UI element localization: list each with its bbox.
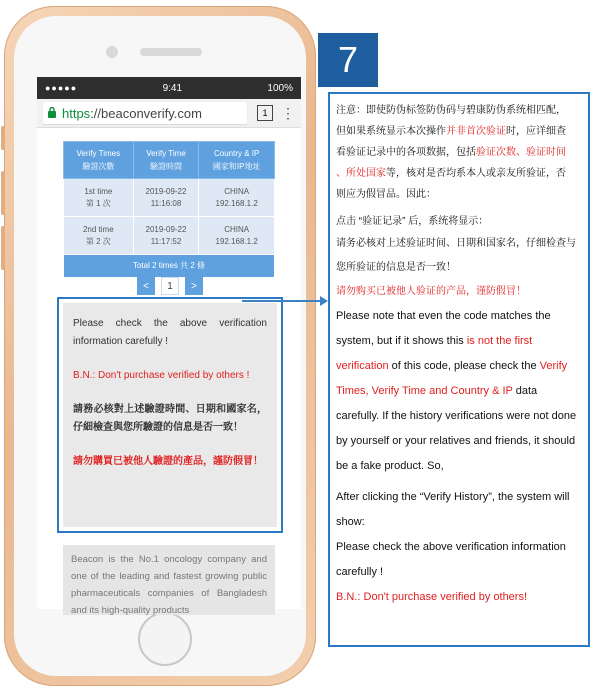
- column-header: Country & IP 國家和IP地址: [199, 142, 275, 179]
- company-description: Beacon is the No.1 oncology company and one of the leading and fastest growing public pharmaceuticals companies of Bangladesh and its high-quality products: [63, 545, 275, 615]
- front-camera: [106, 46, 118, 58]
- prev-page-button[interactable]: <: [137, 277, 155, 295]
- panel-warning-en: B.N.: Don't purchase verified by others!: [336, 591, 528, 603]
- volume-down-button: [1, 226, 5, 270]
- notice-warning-text-zh: 請勿購買已被他人驗證的產品，謹防假冒！: [73, 456, 263, 467]
- panel-text: 注意：即使防伪标签防伪码与碧康防伪系统相匹配，: [336, 105, 566, 116]
- next-page-button[interactable]: >: [185, 277, 203, 295]
- warning-notice-body: [63, 303, 277, 527]
- pagination: [137, 277, 203, 295]
- notice-check-text-zh: 請務必核對上述驗證時間、日期和國家名，仔細檢查與您所驗證的信息是否一致！: [73, 404, 267, 433]
- panel-text: 、所处国家等，核对是否均系本人或亲友所验证，否: [336, 168, 566, 179]
- panel-text-en: After clicking the “Verify History”, the system will show:: [336, 491, 570, 528]
- pointer-arrow-icon: [320, 296, 328, 306]
- column-header: Verify Time 驗證時間: [133, 142, 199, 179]
- speaker-grille: [140, 48, 202, 56]
- panel-text: 点击 “验证记录” 后，系统将显示：: [336, 216, 489, 227]
- status-time: 9:41: [162, 82, 183, 94]
- table-total-row: [64, 255, 275, 278]
- total-count: Total 2 times 共 2 條: [64, 255, 275, 278]
- url-scheme: https: [62, 105, 91, 121]
- pointer-arrow-line: [242, 300, 324, 302]
- warning-notice: [57, 297, 283, 533]
- browser-toolbar: [37, 99, 301, 128]
- current-page[interactable]: 1: [161, 277, 179, 295]
- panel-text-en: Please check the above verification information carefully !: [336, 541, 566, 578]
- verify-times-cell: 2nd time 第 2 次: [64, 217, 134, 255]
- notice-check-text: Please check the above verification information carefully !: [73, 318, 267, 347]
- panel-text: 请务必核对上述验证时间、日期和国家名，仔细检查与您所验证的信息是否一致！: [336, 238, 576, 273]
- verify-times-cell: 1st time 第 1 次: [64, 179, 134, 217]
- status-bar: [37, 77, 301, 99]
- country-ip-cell: CHINA 192.168.1.2: [199, 217, 275, 255]
- tab-switcher-button[interactable]: 1: [257, 105, 273, 121]
- home-button[interactable]: [138, 612, 192, 666]
- table-row: [64, 179, 275, 217]
- table-header-row: [64, 142, 275, 179]
- verify-time-cell: 2019-09-22 11:17:52: [133, 217, 199, 255]
- panel-text: 则应为假冒品。因此：: [336, 189, 436, 200]
- battery-level: 100%: [267, 82, 293, 94]
- country-ip-cell: CHINA 192.168.1.2: [199, 179, 275, 217]
- panel-warning-zh: 请勿购买已被他人验证的产品，谨防假冒！: [336, 286, 526, 297]
- mute-switch: [1, 126, 5, 150]
- panel-text-en: Please note that even the code matches the system, but if it shows this is not the first verification of this code, please check the Verify Times, Verify Time and Country & IP data carefully. If the history verifications were not done by yourself or your relatives and friends, it should be a fake product. So,: [336, 310, 577, 472]
- notice-warning-text: B.N.: Don't purchase verified by others !: [73, 370, 250, 381]
- explanation-panel: [328, 92, 590, 647]
- step-number-badge: 7: [318, 33, 378, 87]
- panel-text: 但如果系统显示本次操作并非首次验证时，应详细查: [336, 126, 566, 137]
- column-header: Verify Times 驗證次數: [64, 142, 134, 179]
- verification-history-table: [63, 141, 275, 278]
- lock-icon: [47, 106, 57, 121]
- volume-up-button: [1, 171, 5, 215]
- menu-icon[interactable]: ⋮: [281, 105, 295, 121]
- phone-screen: [37, 77, 301, 616]
- address-bar[interactable]: [43, 102, 247, 124]
- table-row: [64, 217, 275, 255]
- signal-icon: ●●●●●: [45, 83, 78, 93]
- panel-text: 看验证记录中的各项数据，包括验证次数、验证时间: [336, 147, 566, 158]
- verify-time-cell: 2019-09-22 11:16:08: [133, 179, 199, 217]
- url-host: ://beaconverify.com: [90, 105, 202, 121]
